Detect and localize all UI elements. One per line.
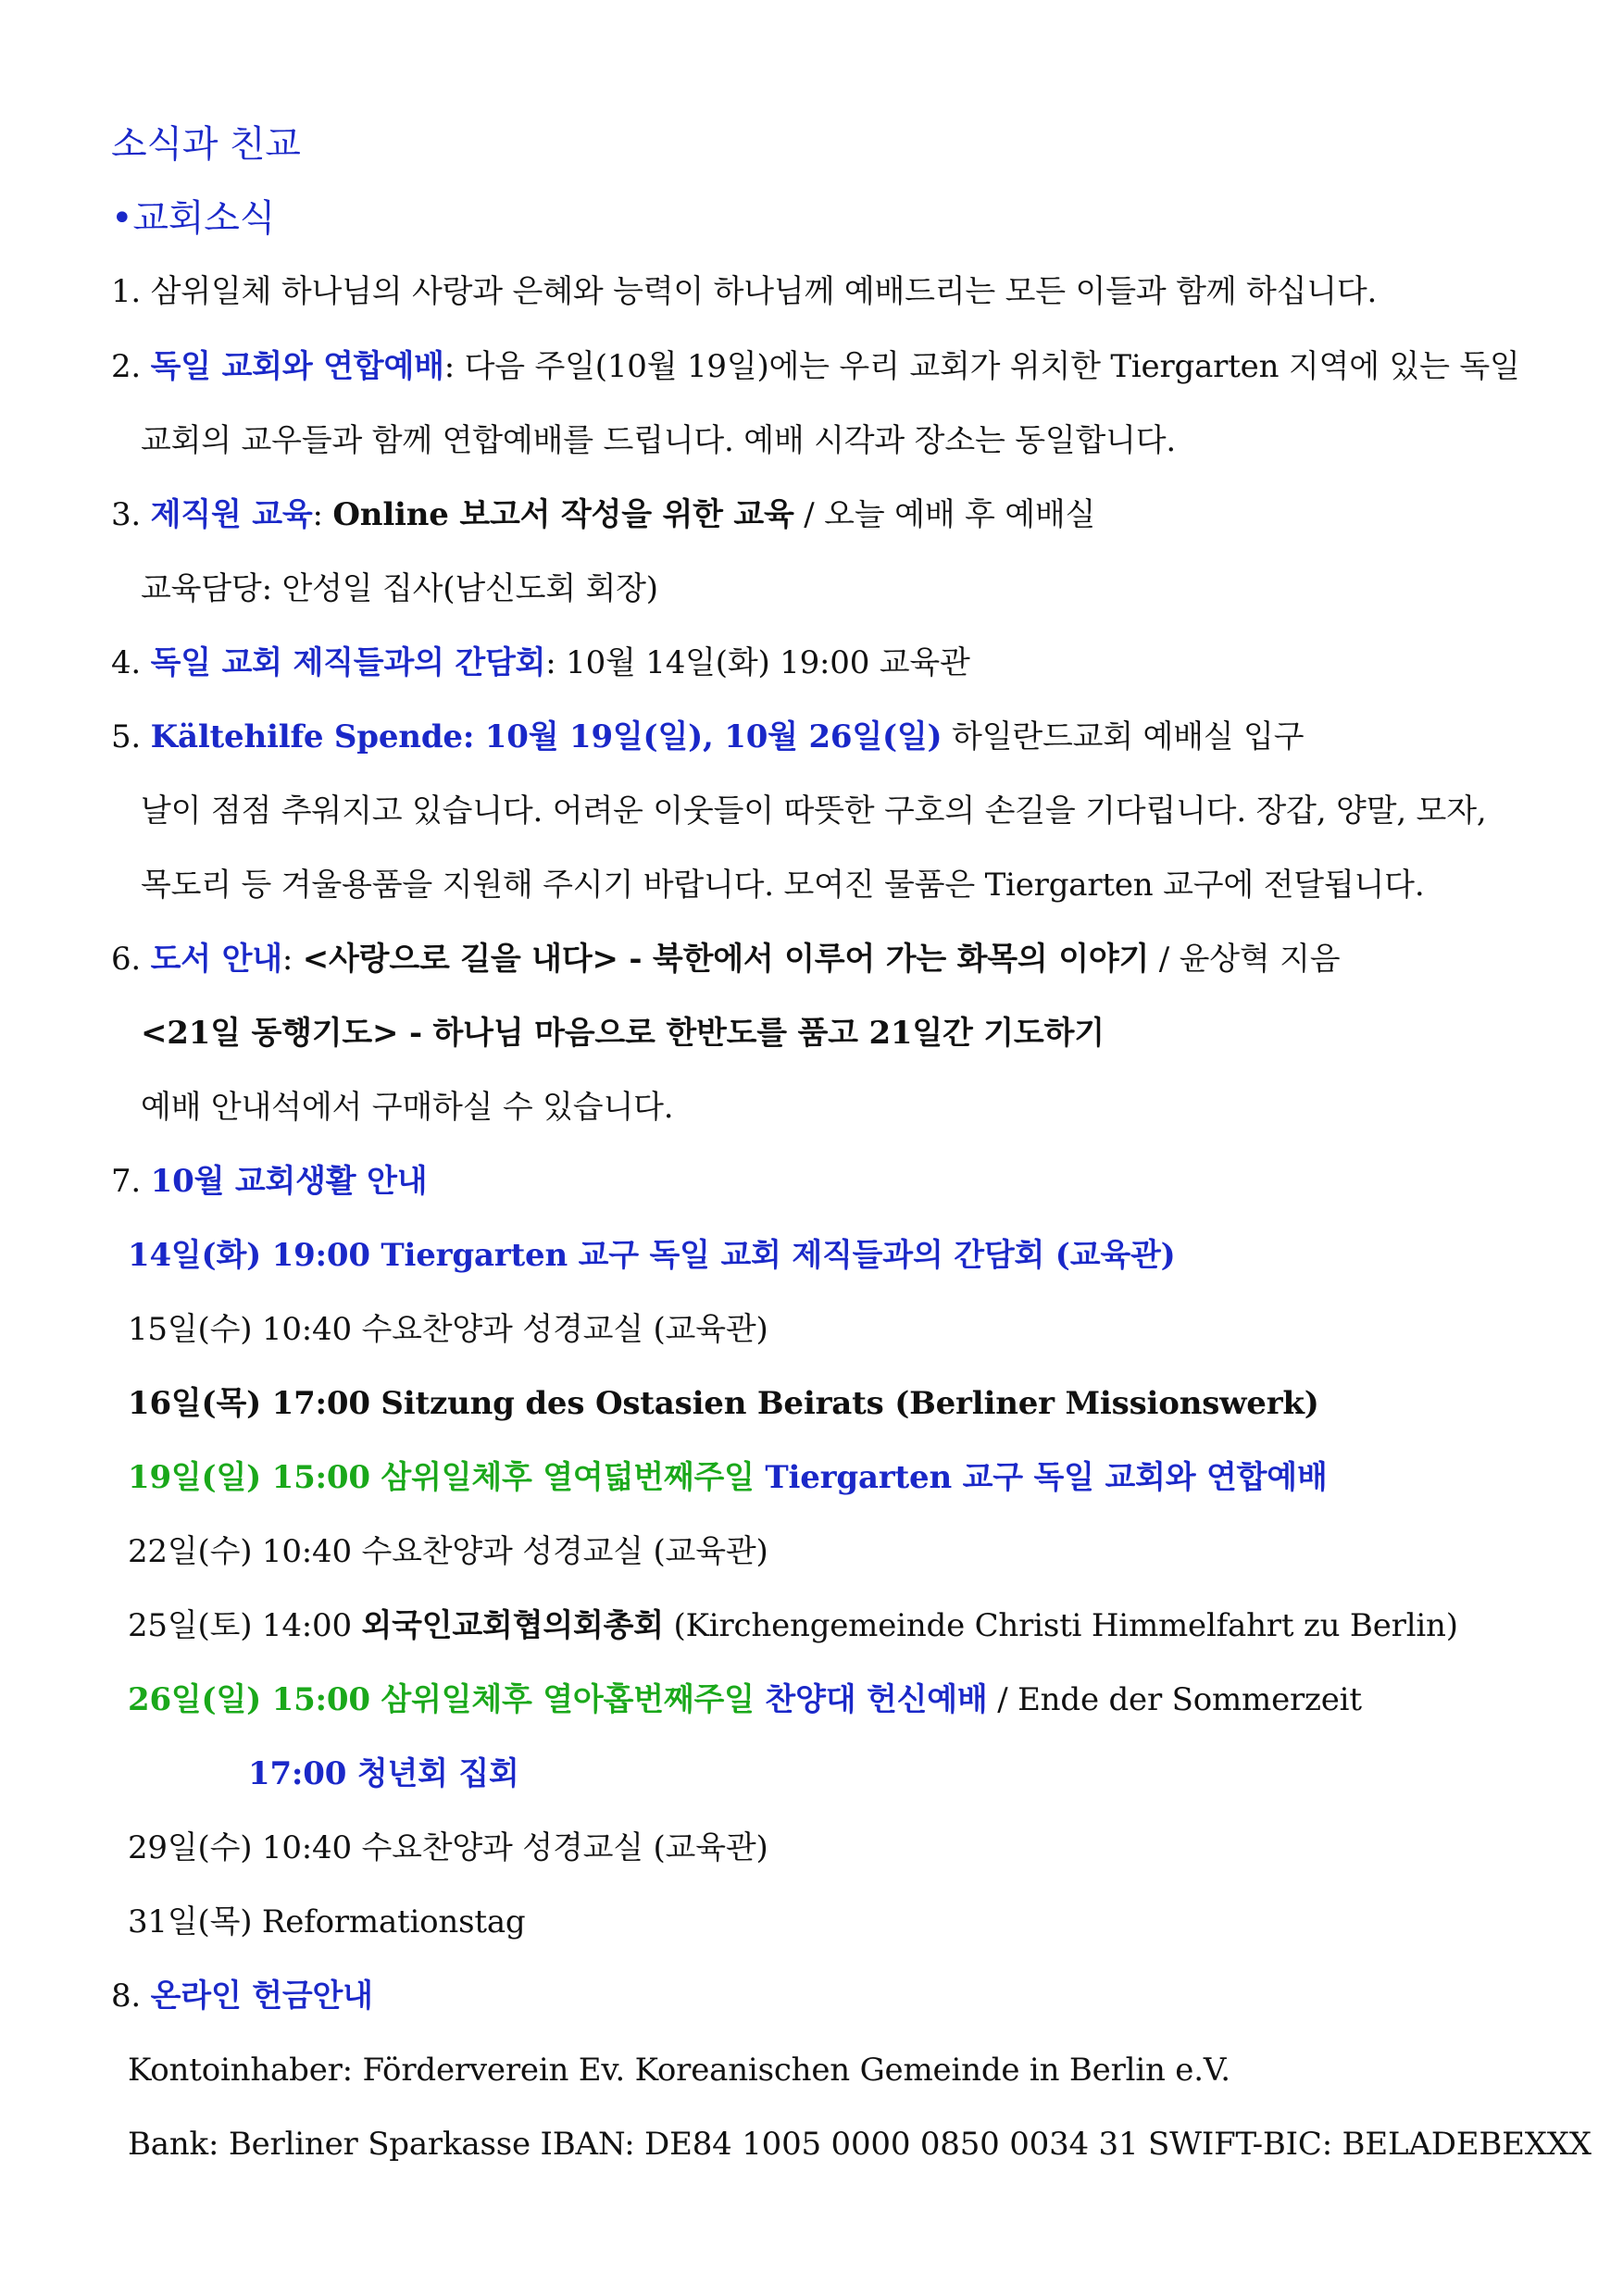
- news-item-3-continuation: 교육담당: 안성일 집사(남신도회 회장): [141, 570, 658, 607]
- schedule-entry-9: 29일(수) 10:40 수요찬양과 성경교실 (교육관): [128, 1829, 768, 1866]
- item-text: / 오늘 예배 후 예배실: [793, 496, 1096, 533]
- news-item-4: [111, 643, 970, 683]
- item-colon: :: [281, 941, 303, 978]
- schedule-entry-1: 14일(화) 19:00 Tiergarten 교구 독일 교회 제직들과의 간담회 (교육관): [128, 1237, 1176, 1274]
- item-colon: :: [312, 496, 333, 533]
- subsection-heading: •교회소식: [111, 197, 276, 240]
- schedule-entry-7: [128, 1679, 1362, 1720]
- news-item-5-continuation-2: 목도리 등 겨울용품을 지원해 주시기 바랍니다. 모여진 물품은 Tiergarten 교구에 전달됩니다.: [141, 867, 1425, 904]
- item-title: 독일 교회 제직들과의 간담회: [150, 644, 546, 681]
- schedule-entry-10: 31일(목) Reformationstag: [128, 1903, 526, 1940]
- news-item-5: [111, 717, 1304, 757]
- bank-details: Bank: Berliner Sparkasse IBAN: DE84 1005 0000 0850 0034 31 SWIFT-BIC: BELADEBEXXX: [128, 2126, 1592, 2163]
- news-item-7: [111, 1161, 427, 1202]
- news-item-1: [111, 271, 1377, 312]
- item-text: : 다음 주일(10월 19일)에는 우리 교회가 위치한 Tiergarten 지역에 있는 독일: [443, 348, 1520, 385]
- schedule-choir-service: 찬양대 헌신예배: [754, 1681, 988, 1718]
- news-item-5-continuation-1: 날이 점점 추워지고 있습니다. 어려운 이웃들이 따뜻한 구호의 손길을 기다립니다. 장갑, 양말, 모자,: [141, 792, 1487, 830]
- schedule-time: 25일(토) 14:00: [128, 1607, 362, 1644]
- schedule-note: / Ende der Sommerzeit: [987, 1681, 1362, 1718]
- news-item-6: [111, 939, 1340, 980]
- item-text: : 10월 14일(화) 19:00 교육관: [545, 644, 970, 681]
- schedule-service: 19일(일) 15:00 삼위일체후 열여덟번째주일: [128, 1459, 755, 1496]
- schedule-entry-3: 16일(목) 17:00 Sitzung des Ostasien Beirats (Berliner Missionswerk): [128, 1385, 1319, 1422]
- section-heading: 소식과 친교: [111, 123, 301, 166]
- news-item-2-continuation: 교회의 교우들과 함께 연합예배를 드립니다. 예배 시각과 장소는 동일합니다.: [141, 422, 1177, 459]
- schedule-entry-2: 15일(수) 10:40 수요찬양과 성경교실 (교육관): [128, 1311, 768, 1348]
- account-holder: Kontoinhaber: Förderverein Ev. Koreanischen Gemeinde in Berlin e.V.: [128, 2052, 1230, 2089]
- schedule-event: 외국인교회협의회총회: [361, 1607, 664, 1644]
- item-number: 2.: [111, 348, 142, 385]
- schedule-venue: (Kirchengemeinde Christi Himmelfahrt zu Berlin): [663, 1607, 1458, 1644]
- news-item-2: [111, 346, 1520, 387]
- item-title: 도서 안내: [150, 941, 282, 978]
- schedule-entry-4: [128, 1457, 1328, 1498]
- item-number: 6.: [111, 941, 142, 978]
- book-title-2: <21일 동행기도> - 하나님 마음으로 한반도를 품고 21일간 기도하기: [141, 1015, 1105, 1052]
- news-item-8: [111, 1976, 373, 2016]
- news-item-6-continuation: 예배 안내석에서 구매하실 수 있습니다.: [141, 1089, 674, 1126]
- news-item-3: [111, 494, 1095, 535]
- item-bold-text: Online 보고서 작성을 위한 교육: [332, 496, 794, 533]
- item-title: 10월 교회생활 안내: [150, 1163, 428, 1200]
- schedule-entry-6: [128, 1605, 1458, 1646]
- item-title: 온라인 헌금안내: [150, 1978, 373, 2015]
- item-text: 삼위일체 하나님의 사랑과 은혜와 능력이 하나님께 예배드리는 모든 이들과 함께 하십니다.: [150, 273, 1378, 310]
- item-number: 3.: [111, 496, 142, 533]
- item-number: 4.: [111, 644, 142, 681]
- schedule-entry-5: 22일(수) 10:40 수요찬양과 성경교실 (교육관): [128, 1533, 768, 1570]
- item-number: 8.: [111, 1978, 142, 2015]
- book-author: / 윤상혁 지음: [1149, 941, 1341, 978]
- item-number: 7.: [111, 1163, 142, 1200]
- item-title: 제직원 교육: [150, 496, 313, 533]
- schedule-service: 26일(일) 15:00 삼위일체후 열아홉번째주일: [128, 1681, 755, 1718]
- item-number: 1.: [111, 273, 142, 310]
- schedule-entry-8: 17:00 청년회 집회: [248, 1755, 519, 1792]
- item-number: 5.: [111, 718, 142, 755]
- item-text: 하일란드교회 예배실 입구: [942, 718, 1305, 755]
- schedule-joint-service: Tiergarten 교구 독일 교회와 연합예배: [754, 1459, 1328, 1496]
- item-title: Kältehilfe Spende: 10월 19일(일), 10월 26일(일): [150, 718, 943, 755]
- book-title-1: <사랑으로 길을 내다> - 북한에서 이루어 가는 화목의 이야기: [302, 941, 1150, 978]
- item-title: 독일 교회와 연합예배: [150, 348, 444, 385]
